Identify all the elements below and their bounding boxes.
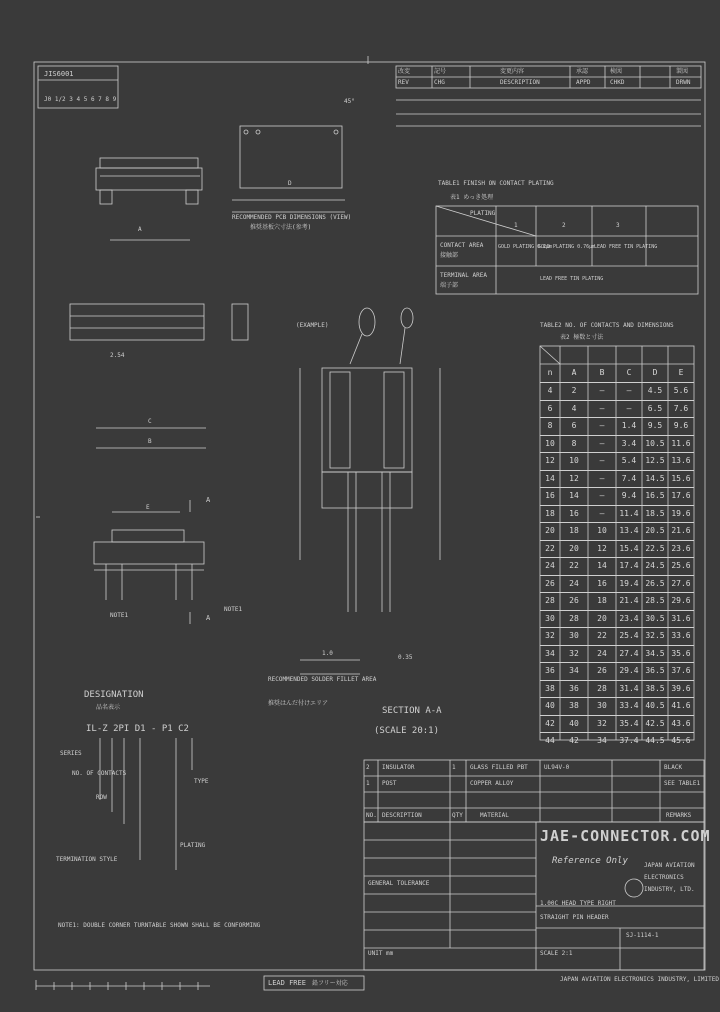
table2-cell: 12 <box>569 473 579 483</box>
table2-cell: 29.6 <box>671 596 691 605</box>
table2-cell: 39.6 <box>671 683 691 693</box>
table2-cell: 15.6 <box>671 473 691 483</box>
arrow-a-top: A <box>206 496 211 504</box>
materials-cell: GLASS FILLED PBT <box>470 764 528 771</box>
table2-row-line <box>540 435 694 436</box>
rev-col-4: 検図 <box>610 68 623 75</box>
table2-row-line <box>540 540 694 541</box>
rev-col-en-2: DESCRIPTION <box>500 79 540 86</box>
table2-cell: 14.5 <box>645 473 665 483</box>
table1-terminal: LEAD FREE TIN PLATING <box>540 276 604 282</box>
rev-col-en-0: REV <box>398 79 409 86</box>
product-line-1: STRAIGHT PIN HEADER <box>540 914 609 921</box>
table2-cell: 18 <box>545 508 555 518</box>
table2-cell: 38.5 <box>645 683 665 693</box>
table2-cell: 20 <box>569 543 579 553</box>
table2-cell: 31.4 <box>619 683 639 693</box>
table1-row-jp-0: 接触部 <box>440 252 459 259</box>
table2-cell: 25.4 <box>619 631 639 640</box>
section-scale: (SCALE 20:1) <box>374 726 440 736</box>
rev-col-2: 変更内容 <box>500 68 525 75</box>
table2-cell: 28.5 <box>645 596 665 605</box>
table2-row-line <box>540 417 694 418</box>
table2-cell: 6.5 <box>647 403 663 413</box>
table2-cell: 10 <box>545 438 555 448</box>
table2-row-line <box>540 715 694 716</box>
table2-row-line <box>540 627 694 628</box>
table2-cell: 36.5 <box>645 666 665 675</box>
desig-label-4: PLATING <box>180 842 206 849</box>
table2-cell: 9.5 <box>647 421 663 430</box>
table1-cell-0: GOLD PLATING 0.2μm <box>498 244 553 250</box>
table2-cell: 5.4 <box>621 456 637 465</box>
mat-head-3: MATERIAL <box>480 812 509 819</box>
table2-cell: 24.5 <box>645 561 665 570</box>
table2-cell: 24 <box>597 648 607 658</box>
mat-head-0: NO. <box>366 812 377 819</box>
materials-cell: INSULATOR <box>382 764 415 771</box>
table2-cell: 45.6 <box>671 736 691 745</box>
table2-cell: 12 <box>545 456 555 465</box>
footer: JAPAN AVIATION ELECTRONICS INDUSTRY, LIMITED <box>560 976 719 983</box>
table2-cell: 18.5 <box>645 508 665 518</box>
rev-col-en-4: CHKD <box>610 79 625 86</box>
table2-cell: 35.4 <box>619 718 639 728</box>
table2-cell: — <box>599 386 605 395</box>
table2-row-line <box>540 522 694 523</box>
materials-cell: SEE TABLE1 <box>664 780 701 787</box>
table2-cell: — <box>599 473 605 483</box>
table2-cell: 17.4 <box>619 561 639 570</box>
table2-row-line <box>540 487 694 488</box>
table2-cell: 2 <box>571 386 577 395</box>
table2-cell: 14 <box>597 561 607 570</box>
table2-cell: 22 <box>569 561 579 570</box>
table2-cell: — <box>599 421 605 430</box>
materials-cell: 1 <box>366 780 370 787</box>
table2-cell: 22.5 <box>645 543 665 553</box>
table2-header-cell: B <box>599 368 605 377</box>
rev-col-en-1: CHG <box>434 79 445 86</box>
table2-cell: 40.5 <box>645 701 665 710</box>
table2-cell: 32 <box>597 718 607 728</box>
table2-row-line <box>540 680 694 681</box>
table2-cell: 6 <box>571 421 577 430</box>
rev-col-5: 製図 <box>676 68 689 75</box>
table2-cell: 23.4 <box>619 613 639 623</box>
note-bottom: NOTE1: DOUBLE CORNER TURNTABLE SHOWN SHALL BE CONFORMING <box>58 922 261 929</box>
drawing-number: SJ-1114-1 <box>626 932 659 939</box>
doc-sub: J0 1/2 3 4 5 6 7 8 9 <box>44 96 117 103</box>
table2-cell: 21.4 <box>619 596 639 605</box>
table2-cell: 30 <box>545 613 555 623</box>
table2-cell: 4 <box>571 403 577 413</box>
table2-cell: 26 <box>597 666 607 675</box>
table2-cell: 42.5 <box>645 718 665 728</box>
table2-row-line <box>540 592 694 593</box>
rev-col-en-3: APPD <box>576 79 591 86</box>
solder-note-jp: 推奨はんだ付けエリア <box>268 700 329 707</box>
table2-cell: 29.4 <box>619 666 639 675</box>
materials-cell: POST <box>382 780 397 787</box>
table2-cell: 21.6 <box>671 526 691 535</box>
table1-head-3: 3 <box>616 222 620 229</box>
materials-cell: 2 <box>366 764 370 771</box>
table2-title-jp: 表2 極数と寸法 <box>560 334 604 341</box>
lead-free: LEAD FREE <box>268 979 306 987</box>
table2-cell: 17.6 <box>671 491 691 500</box>
table2-cell: 16 <box>597 578 607 588</box>
table2-cell: 12.5 <box>645 456 665 465</box>
table1-head-1: 1 <box>514 222 518 229</box>
scale: SCALE 2:1 <box>540 950 573 957</box>
desig-label-0: SERIES <box>60 750 82 757</box>
materials-cell: BLACK <box>664 764 683 771</box>
rev-col-3: 承認 <box>576 68 589 75</box>
mat-head-5: REMARKS <box>666 812 692 819</box>
table2-cell: 34 <box>545 648 555 658</box>
table2-cell: 32 <box>545 631 555 640</box>
table2-row-line <box>540 470 694 471</box>
table2-cell: 25.6 <box>671 561 691 570</box>
table2-row-line <box>540 697 694 698</box>
table2-cell: 13.4 <box>619 526 639 535</box>
table2-cell: 11.6 <box>671 438 691 448</box>
table2-cell: 23.6 <box>671 543 691 553</box>
materials-cell: COPPER ALLOY <box>470 780 514 787</box>
table2-cell: 41.6 <box>671 701 691 710</box>
table2-header-cell: C <box>626 368 632 377</box>
table2-cell: 28 <box>545 596 555 605</box>
table2-row-line <box>540 575 694 576</box>
table2-row-line <box>540 400 694 401</box>
rev-col-1: 記号 <box>434 68 447 75</box>
mat-head-2: QTY <box>452 812 463 819</box>
lead-free-jp: 鉛フリー対応 <box>312 980 348 987</box>
desig-label-5: TERMINATION STYLE <box>56 856 118 863</box>
table2-cell: 33.6 <box>671 631 691 640</box>
table2-cell: 20.5 <box>645 526 665 535</box>
desig-label-2: ROW <box>96 794 107 801</box>
table2-cell: 26.5 <box>645 578 665 588</box>
table2-cell: 6 <box>547 403 553 413</box>
dim-a-top: A <box>138 226 142 233</box>
table2-cell: 43.6 <box>671 718 691 728</box>
table2-row-line <box>540 732 694 733</box>
table2-row-line <box>540 610 694 611</box>
table2-cell: 36 <box>569 683 579 693</box>
table2-row-line <box>540 505 694 506</box>
table1-head-2: 2 <box>562 222 566 229</box>
table1-row-jp-1: 端子部 <box>440 282 459 289</box>
table2-cell: 33.4 <box>619 701 639 710</box>
doc-number: JIS6001 <box>44 70 74 78</box>
table2-cell: 4 <box>547 386 553 395</box>
dim-c: C <box>148 418 152 425</box>
table1-title: TABLE1 FINISH ON CONTACT PLATING <box>438 180 554 187</box>
note-label-1: NOTE1 <box>110 612 129 619</box>
table2-cell: 16 <box>545 491 555 500</box>
company-line-0: JAPAN AVIATION <box>644 862 695 869</box>
arrow-a-bottom: A <box>206 614 211 622</box>
table2-cell: 22 <box>545 543 555 553</box>
table2-cell: 9.6 <box>673 421 689 430</box>
dim-035: 0.35 <box>398 654 413 661</box>
table2-cell: 22 <box>597 631 607 640</box>
table2-cell: 34 <box>569 666 579 675</box>
table2-cell: 36 <box>545 666 555 675</box>
table2-cell: 35.6 <box>671 648 691 658</box>
table2-cell: 30 <box>597 701 607 710</box>
table1-cell-2: LEAD FREE TIN PLATING <box>594 244 658 250</box>
table2-cell: 20 <box>545 526 555 535</box>
company-line-1: ELECTRONICS <box>644 874 684 881</box>
table2-cell: 4.5 <box>647 386 663 395</box>
table2-row-line <box>540 557 694 558</box>
dim-d: D <box>288 180 292 187</box>
table2-cell: 9.4 <box>621 491 637 500</box>
table1-row-1: TERMINAL AREA <box>440 272 487 279</box>
table2-cell: 24 <box>569 578 579 588</box>
table1-head-0: PLATING <box>470 210 496 217</box>
table2-cell: 44.5 <box>645 736 665 745</box>
table2-cell: 37.6 <box>671 666 691 675</box>
table2-cell: 32 <box>569 648 579 658</box>
dim-10: 1.0 <box>322 650 333 657</box>
pcb-label-jp: 推奨基板穴寸法(参考) <box>250 224 312 231</box>
rev-col-0: 改変 <box>398 68 411 75</box>
table2-cell: 8 <box>547 421 553 430</box>
table2-cell: 31.6 <box>671 613 691 623</box>
mat-head-1: DESCRIPTION <box>382 812 422 819</box>
desig-label-3: TYPE <box>194 778 209 785</box>
table2-cell: 26 <box>545 578 555 588</box>
table2-cell: 38 <box>569 701 579 710</box>
table2-cell: 14 <box>545 473 555 483</box>
watermark: JAE-CONNECTOR.COM <box>540 827 711 845</box>
table2-header-cell: E <box>678 368 684 377</box>
table2-cell: 13.6 <box>671 456 691 465</box>
table2-row-line <box>540 382 694 383</box>
table2-cell: 30.5 <box>645 613 665 623</box>
table2-cell: 40 <box>545 701 555 710</box>
table2-title: TABLE2 NO. OF CONTACTS AND DIMENSIONS <box>540 322 674 329</box>
dim-254: 2.54 <box>110 352 125 359</box>
table2-cell: 1.4 <box>621 421 637 430</box>
table2-row-line <box>540 645 694 646</box>
table2-cell: 26 <box>569 596 579 605</box>
table2-cell: 15.4 <box>619 543 639 553</box>
table2-cell: 16.5 <box>645 491 665 500</box>
table2-cell: 44 <box>545 736 555 745</box>
table1-title-jp: 表1 めっき処理 <box>450 194 494 201</box>
table2-cell: 27.4 <box>619 648 639 658</box>
dim-b: B <box>148 438 152 445</box>
solder-note: RECOMMENDED SOLDER FILLET AREA <box>268 676 377 683</box>
table2-cell: 34 <box>597 736 607 745</box>
table2-cell: 5.6 <box>673 386 689 395</box>
section-label: SECTION A-A <box>382 706 442 716</box>
table2-cell: — <box>599 491 605 500</box>
table2-cell: 27.6 <box>671 578 691 588</box>
table2-cell: — <box>626 386 632 395</box>
table2-cell: — <box>626 403 632 413</box>
table2-cell: 37.4 <box>619 736 639 745</box>
table2-cell: 20 <box>597 613 607 623</box>
designation-title: DESIGNATION <box>84 690 144 700</box>
unit: UNIT mm <box>368 950 394 957</box>
table2-cell: 38 <box>545 683 555 693</box>
table2-cell: 28 <box>597 683 607 693</box>
table2-cell: 16 <box>569 508 579 518</box>
example-label: (EXAMPLE) <box>296 322 329 329</box>
dim-e: E <box>146 504 150 511</box>
table2-cell: 34.5 <box>645 648 665 658</box>
table2-cell: — <box>599 438 605 448</box>
table2-cell: 8 <box>571 438 577 448</box>
table2-cell: 42 <box>545 718 555 728</box>
table2-cell: 28 <box>569 613 579 623</box>
materials-cell: UL94V-0 <box>544 764 570 771</box>
materials-cell: 1 <box>452 764 456 771</box>
designation-title-jp: 品名表示 <box>96 704 121 711</box>
table2-cell: 24 <box>545 561 555 570</box>
company-line-2: INDUSTRY, LTD. <box>644 886 695 893</box>
table2-cell: 19.6 <box>671 508 691 518</box>
table2-cell: 11.4 <box>619 508 639 518</box>
table2-cell: 18 <box>569 526 579 535</box>
table2-cell: — <box>599 456 605 465</box>
table2-cell: — <box>599 403 605 413</box>
table2-cell: — <box>599 508 605 518</box>
reference-only: Reference Only <box>552 856 628 866</box>
dim-45: 45° <box>344 98 355 105</box>
table2-row-line <box>540 452 694 453</box>
note-label-2: NOTE1 <box>224 606 243 613</box>
table2-header-cell: A <box>571 368 577 377</box>
table2-cell: 19.4 <box>619 578 639 588</box>
rev-col-en-5: DRWN <box>676 79 691 86</box>
table2-cell: 10.5 <box>645 438 665 448</box>
table2-cell: 18 <box>597 596 607 605</box>
table2-cell: 10 <box>569 456 579 465</box>
tolerance: GENERAL TOLERANCE <box>368 880 430 887</box>
table2-header-cell: n <box>547 368 553 377</box>
table2-header-cell: D <box>652 368 658 377</box>
table2-cell: 10 <box>597 526 607 535</box>
table2-cell: 40 <box>569 718 579 728</box>
table2-cell: 7.6 <box>673 403 689 413</box>
table1-row-0: CONTACT AREA <box>440 242 484 249</box>
designation-code: IL-Z 2PI D1 - P1 C2 <box>86 724 189 734</box>
table2-cell: 30 <box>569 631 579 640</box>
table2-cell: 42 <box>569 736 579 745</box>
table2-cell: 12 <box>597 543 607 553</box>
desig-label-1: NO. OF CONTACTS <box>72 770 127 777</box>
table1-cell-1: GOLD PLATING 0.76μm <box>538 244 596 250</box>
product-line-0: 1.00C HEAD TYPE RIGHT <box>540 900 616 907</box>
table2-cell: 3.4 <box>621 438 637 448</box>
table2-cell: 7.4 <box>621 473 637 483</box>
table2-cell: 14 <box>569 491 579 500</box>
table2-row-line <box>540 662 694 663</box>
table2-cell: 32.5 <box>645 631 665 640</box>
pcb-label: RECOMMENDED PCB DIMENSIONS (VIEW) <box>232 214 352 221</box>
